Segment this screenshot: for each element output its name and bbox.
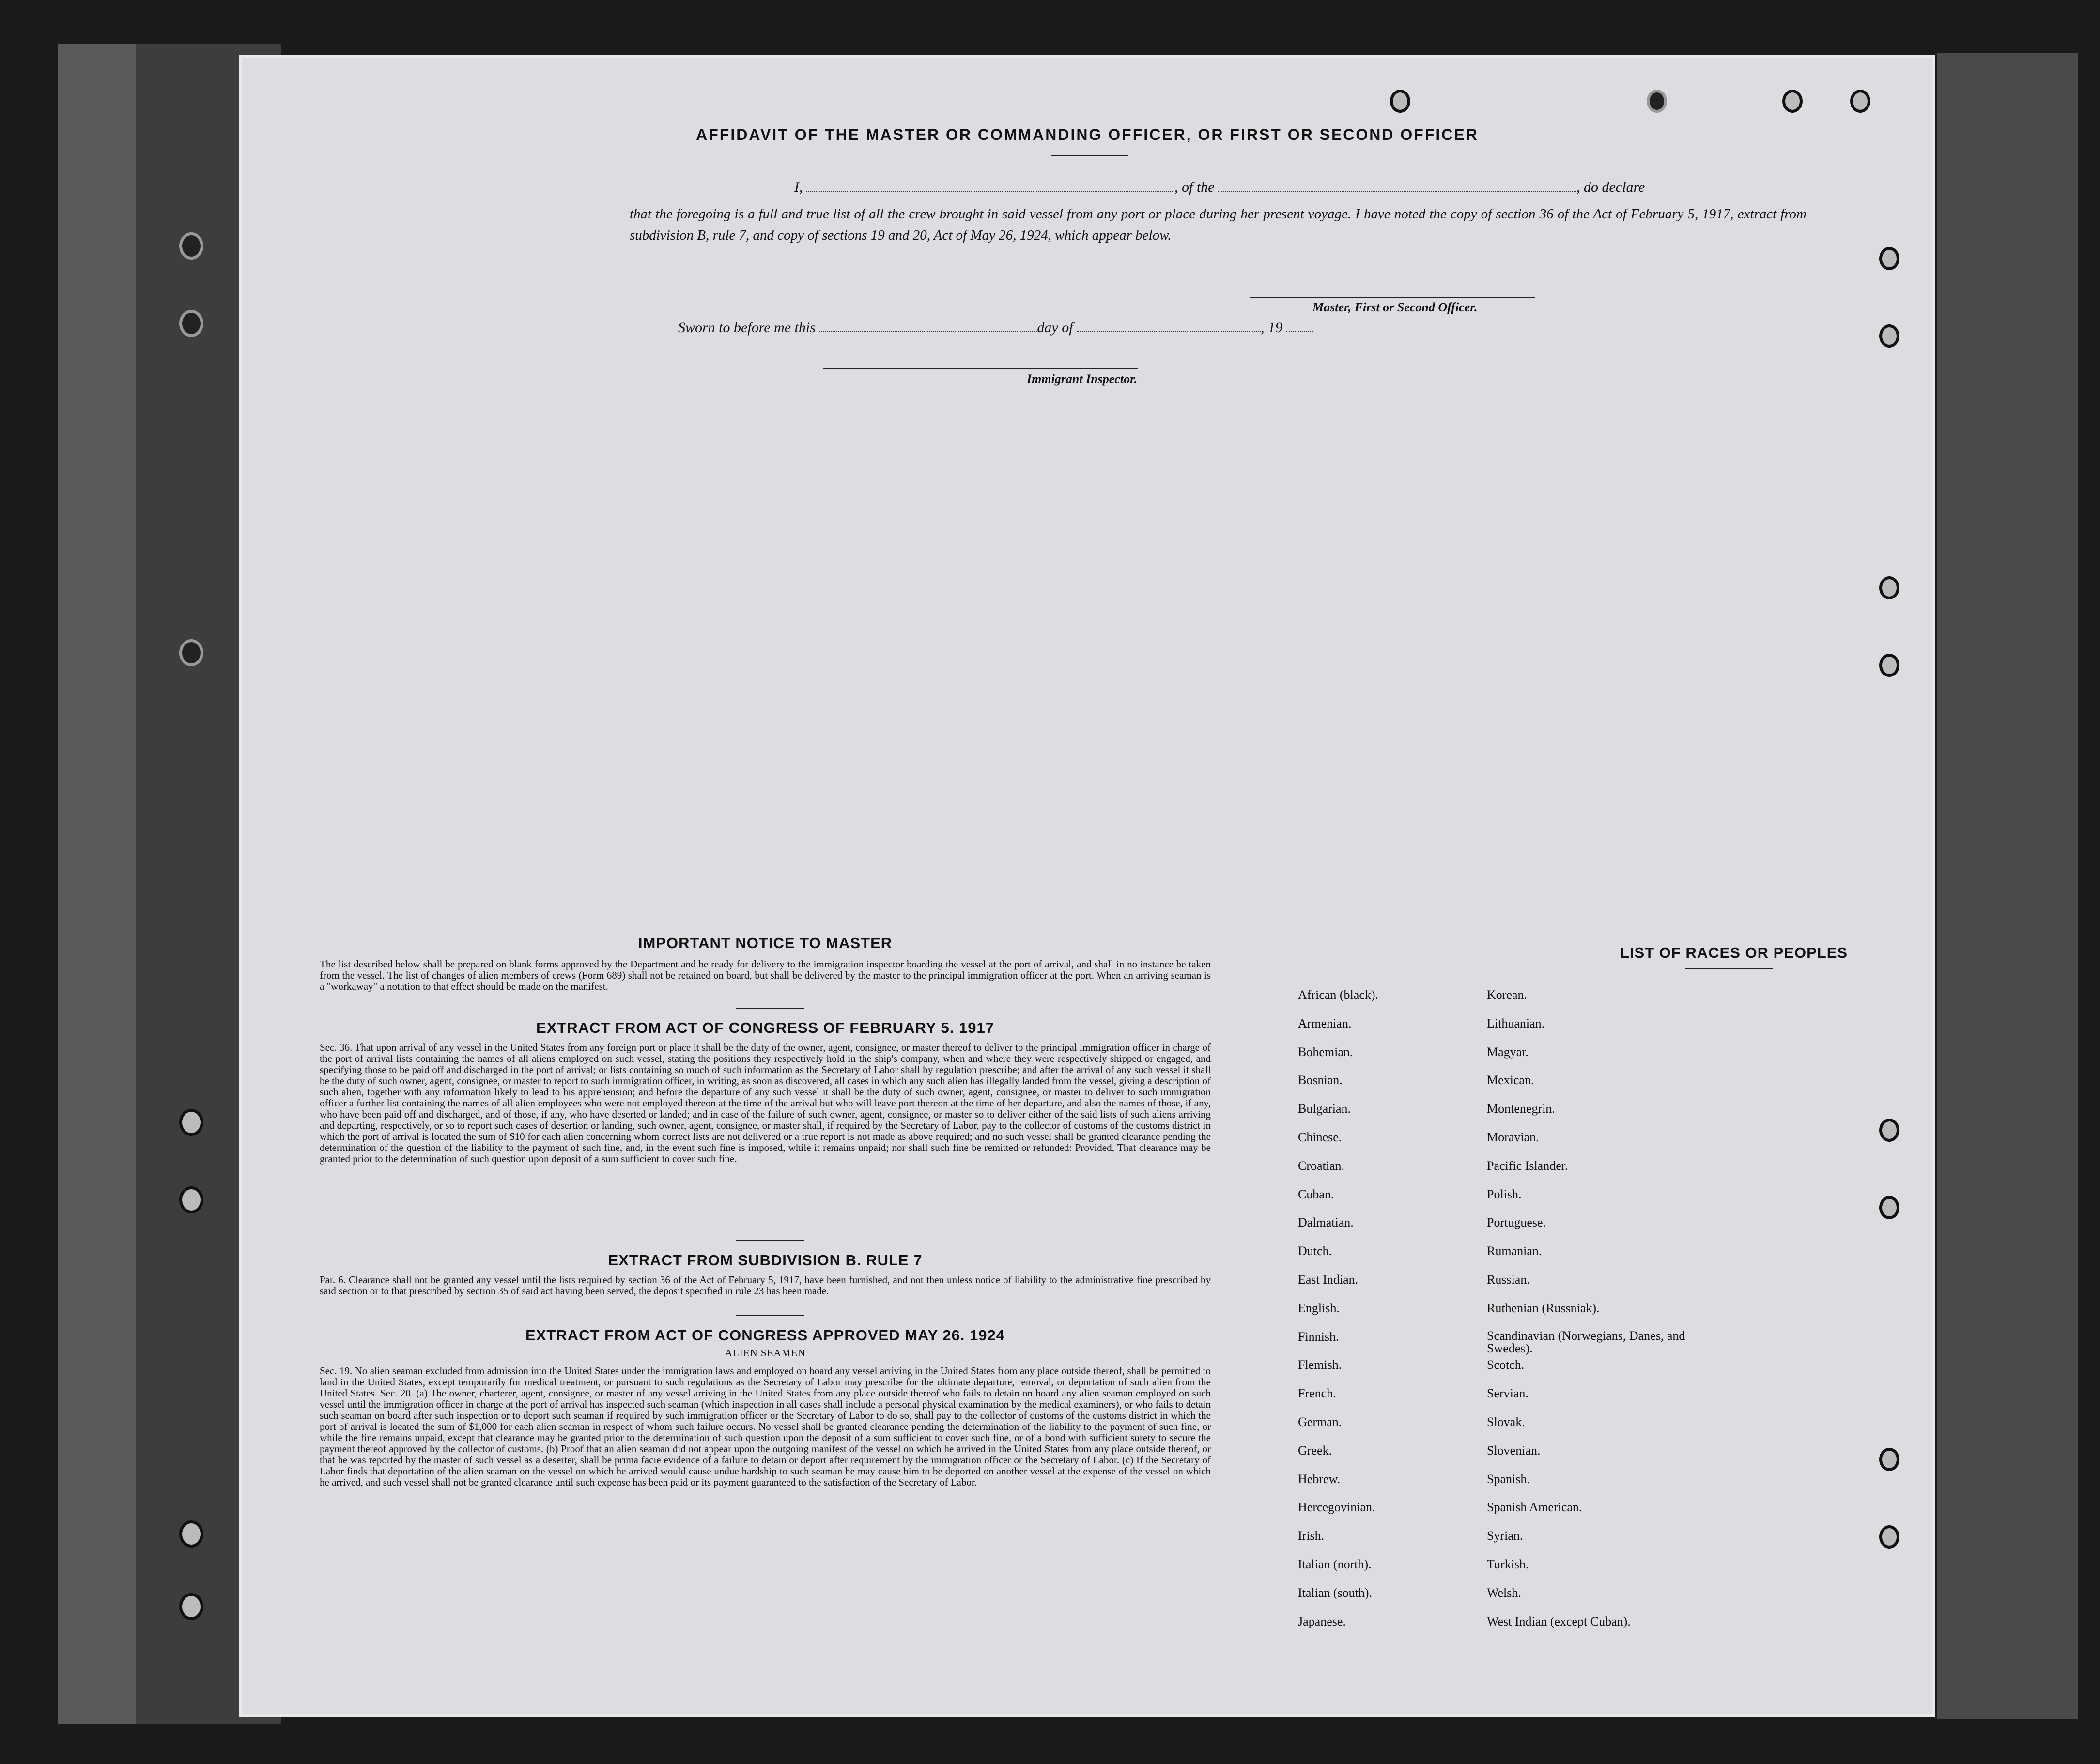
punch-hole-icon xyxy=(1879,1525,1899,1549)
punch-hole-icon xyxy=(179,1109,203,1136)
affidavit-do-declare: , do declare xyxy=(1576,179,1645,195)
races-column-1 xyxy=(1298,988,1378,1642)
race-item: Scotch. xyxy=(1487,1358,1525,1372)
race-item: Spanish. xyxy=(1487,1472,1530,1486)
race-item: African (black). xyxy=(1298,988,1379,1002)
affidavit-i: I, xyxy=(794,179,803,195)
affidavit-title: AFFIDAVIT OF THE MASTER OR COMMANDING OFFICER, OR FIRST OR SECOND OFFICER xyxy=(696,126,1479,143)
race-item: Portuguese. xyxy=(1487,1215,1546,1230)
race-item: German. xyxy=(1298,1414,1342,1429)
race-item: Pacific Islander. xyxy=(1487,1158,1568,1173)
rule7-title: EXTRACT FROM SUBDIVISION B. RULE 7 xyxy=(608,1252,923,1269)
punch-hole-icon xyxy=(179,1520,203,1548)
inspector-signature-line xyxy=(823,368,1138,369)
extract-1924-title: EXTRACT FROM ACT OF CONGRESS APPROVED MAY 26. 1924 xyxy=(525,1327,1005,1344)
rule7-text: Par. 6. Clearance shall not be granted any vessel until the lists required by section 36 of the Act of February 5, 1917, have been furnished, and not then unless notice of liability to the administrative fine prescribed by said section or to that prescribed by section 35 of said act having been served, the deposit specified in rule 23 has been made. xyxy=(320,1274,1211,1297)
race-item: English. xyxy=(1298,1301,1340,1315)
divider xyxy=(736,1315,804,1316)
extract-1924-subtitle: ALIEN SEAMEN xyxy=(725,1347,806,1359)
affidavit-of-the: , of the xyxy=(1174,179,1215,195)
right-binder-frame xyxy=(1937,53,2078,1719)
race-item: Italian (north). xyxy=(1298,1557,1372,1571)
extract-1924-text: Sec. 19. No alien seaman excluded from admission into the United States under the immigration laws and employed on board any vessel arriving in the United States from any place outside thereof, shall be permitted to land in the United States, except temporarily for medical treatment, or pursuant to such regulations as the Secretary of Labor may prescribe for the ultimate departure, removal, or deportation of such alien from the United States. Sec. 20. (a) The owner, charterer, agent, consignee, or master of any vessel arriving in the United States from any place outside thereof who fails to detain on board any alien seaman employed on such vessel until the immigration officer in charge at the port of arrival has inspected such seaman (which inspection in all cases shall include a personal physical examination by the medical examiners), or who fails to detain such seaman on board after such inspection or to deport such seaman if required by such immigration officer or the Secretary of Labor to do so, shall pay to the collector of customs of the customs district in which the port of arrival is located the sum of $1,000 for each alien seaman in respect of whom such failure occurs. No vessel shall be granted clearance pending the determination of the liability to the payment of such fine, or while the fine remains unpaid, except that clearance may be granted prior to the determination of such question upon the deposit of a sum sufficient to cover such fine, or of a bond with sufficient surety to secure the payment thereof approved by the collector of customs. (b) Proof that an alien seaman did not appear upon the outgoing manifest of the vessel on which he arrived in the United States from any place outside thereof, or that he was reported by the master of such vessel as a deserter, shall be prima facie evidence of a failure to detain or deport after requirement by the immigration officer or the Secretary of Labor. (c) If the Secretary of Labor finds that deportation of the alien seaman on the vessel on which he arrived would cause undue hardship to such seaman he may cause him to be deported on another vessel at the expense of the vessel on which he arrived, and such vessel shall not be granted clearance until such expense has been paid or its payment guaranteed to the satisfaction of the Secretary of Labor. xyxy=(320,1365,1211,1488)
race-item: Irish. xyxy=(1298,1529,1325,1543)
punch-hole-icon xyxy=(179,1593,203,1620)
punch-hole-icon xyxy=(1879,576,1899,599)
race-item: Slovenian. xyxy=(1487,1443,1541,1457)
affidavit-line-1 xyxy=(794,179,1645,196)
punch-hole-icon xyxy=(1879,247,1899,270)
title-divider xyxy=(1051,155,1128,156)
race-item: Lithuanian. xyxy=(1487,1016,1545,1030)
punch-hole-icon xyxy=(179,232,203,260)
race-item: Mexican. xyxy=(1487,1073,1534,1088)
races-title: LIST OF RACES OR PEOPLES xyxy=(1620,944,1848,961)
race-item: Cuban. xyxy=(1298,1187,1334,1201)
extract-1917-title: EXTRACT FROM ACT OF CONGRESS OF FEBRUARY 5. 1917 xyxy=(536,1019,994,1036)
race-item: Polish. xyxy=(1487,1187,1522,1201)
punch-hole-icon xyxy=(1879,324,1899,348)
race-item: Armenian. xyxy=(1298,1016,1352,1030)
races-column-2 xyxy=(1487,988,1710,1642)
sworn-prefix: Sworn to before me this xyxy=(678,320,816,336)
notice-text: The list described below shall be prepared on blank forms approved by the Department and be ready for delivery to the immigration inspector boarding the vessel at the port of arrival, and shall in no instance be taken from the vessel. The list of changes of alien members of crews (Form 689) shall not be retained on board, but shall be delivered by the master to the principal immigration officer at the port. When an arriving seaman is a "workaway" a notation to that effect should be made on the manifest. xyxy=(320,958,1211,992)
race-item: Magyar. xyxy=(1487,1044,1529,1059)
race-item: West Indian (except Cuban). xyxy=(1487,1614,1631,1628)
left-binder-frame xyxy=(58,44,266,1724)
sworn-year-blank xyxy=(1286,331,1313,332)
race-item: Scandinavian (Norwegians, Danes, and Swedes). xyxy=(1487,1328,1685,1355)
race-item: Japanese. xyxy=(1298,1614,1346,1628)
race-item: Flemish. xyxy=(1298,1358,1342,1372)
race-item: Servian. xyxy=(1487,1386,1529,1401)
race-item: Greek. xyxy=(1298,1443,1332,1457)
punch-hole-icon xyxy=(1782,90,1803,113)
race-item: Syrian. xyxy=(1487,1529,1523,1543)
sworn-day-of: day of xyxy=(1037,320,1073,336)
race-item: Hebrew. xyxy=(1298,1472,1341,1486)
divider xyxy=(736,1240,804,1241)
master-signature-label: Master, First or Second Officer. xyxy=(1312,300,1478,314)
sworn-line xyxy=(678,320,1313,336)
punch-hole-icon xyxy=(179,1186,203,1213)
name-blank xyxy=(806,191,1174,192)
inspector-signature-label: Immigrant Inspector. xyxy=(1027,372,1138,386)
race-item: Croatian. xyxy=(1298,1158,1345,1173)
race-item: Montenegrin. xyxy=(1487,1102,1555,1116)
punch-hole-icon xyxy=(1879,654,1899,677)
race-item: Turkish. xyxy=(1487,1557,1529,1571)
race-item: French. xyxy=(1298,1386,1336,1401)
race-item: Finnish. xyxy=(1298,1329,1339,1344)
divider xyxy=(736,1008,804,1009)
race-item: Slovak. xyxy=(1487,1414,1525,1429)
extract-1917-text: Sec. 36. That upon arrival of any vessel in the United States from any foreign port or place it shall be the duty of the owner, agent, consignee, or master thereof to deliver to the principal immigration officer in charge of the port of arrival lists containing the names of all aliens employed on such vessel, stating the positions they respectively hold in the ship's company, when and where they were respectively shipped or engaged, and specifying those to be paid off and discharged in the port of arrival; or lists containing so much of such information as the Secretary of Labor shall by regulation prescribe; and after the arrival of any such vessel it shall be the duty of such owner, agent, consignee, or master to report to such immigration officer, in writing, as soon as discovered, all cases in which any such alien has illegally landed from the vessel, giving a description of such alien, together with any information likely to lead to his apprehension; and before the departure of any such vessel it shall be the duty of such owner, agent, consignee, or master to deliver to such immigration officer a further list containing the names of all alien employees who were not employed thereon at the time of the arrival but who will leave port thereon at the time of her departure, and also the names of those, if any, who have been paid off and discharged, and of those, if any, who have deserted or landed; and in case of the failure of such owner, agent, consignee, or master so to deliver either of the said lists of such aliens arriving and departing, respectively, or so to report such cases of desertion or landing, such owner, agent, consignee, or master shall, if required by the Secretary of Labor, pay to the collector of customs of the customs district in which the port of arrival is located the sum of $10 for each alien concerning whom correct lists are not delivered or a true report is not made as above required; and no such vessel shall be granted clearance pending the determination of the question of the liability to the payment of such fine, and, in the event such fine is imposed, while it remains unpaid; nor shall such fine be remitted or refunded: Provided, That clearance may be granted prior to the determination of such question upon deposit of a sum sufficient to cover such fine. xyxy=(320,1042,1211,1165)
punch-hole-icon xyxy=(179,639,203,666)
punch-hole-icon xyxy=(1879,1196,1899,1219)
race-item: East Indian. xyxy=(1298,1272,1359,1287)
affidavit-paragraph: that the foregoing is a full and true list of all the crew brought in said vessel from any port or place during her present voyage. I have noted the copy of section 36 of the Act of February 5, 1917, extract from subdivision B, rule 7, and copy of sections 19 and 20, Act of May 26, 1924, which appear below. xyxy=(630,206,1807,243)
vessel-blank xyxy=(1218,191,1576,192)
races-divider xyxy=(1685,968,1773,969)
sworn-month-blank xyxy=(1077,331,1261,332)
race-item: Russian. xyxy=(1487,1272,1530,1287)
punch-hole-icon xyxy=(1850,90,1870,113)
race-item: Bulgarian. xyxy=(1298,1102,1351,1116)
race-item: Dalmatian. xyxy=(1298,1215,1354,1230)
race-item: Welsh. xyxy=(1487,1585,1521,1600)
race-item: Moravian. xyxy=(1487,1130,1539,1144)
punch-hole-icon xyxy=(1390,90,1410,113)
document-page xyxy=(242,58,1932,1714)
punch-hole-icon xyxy=(1879,1448,1899,1471)
master-signature-line xyxy=(1250,297,1535,298)
race-item: Rumanian. xyxy=(1487,1244,1542,1258)
race-item: Spanish American. xyxy=(1487,1500,1582,1515)
race-item: Hercegovinian. xyxy=(1298,1500,1375,1515)
notice-title: IMPORTANT NOTICE TO MASTER xyxy=(638,935,893,951)
sworn-year: , 19 xyxy=(1261,320,1283,336)
race-item: Korean. xyxy=(1487,988,1528,1002)
race-item: Chinese. xyxy=(1298,1130,1342,1144)
race-item: Dutch. xyxy=(1298,1244,1332,1258)
race-item: Bosnian. xyxy=(1298,1073,1343,1088)
punch-hole-icon xyxy=(179,310,203,337)
sworn-date-blank xyxy=(819,331,1037,332)
race-item: Italian (south). xyxy=(1298,1585,1373,1600)
race-item: Ruthenian (Russniak). xyxy=(1487,1301,1600,1315)
punch-hole-icon xyxy=(1879,1119,1899,1142)
race-item: Bohemian. xyxy=(1298,1044,1353,1059)
punch-hole-icon xyxy=(1647,90,1667,113)
